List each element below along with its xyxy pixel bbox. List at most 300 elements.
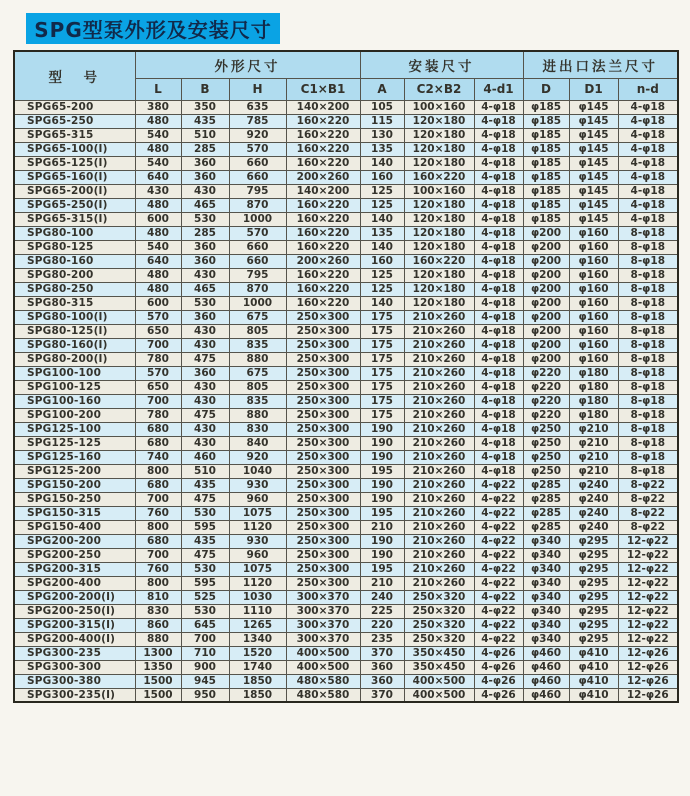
value-cell: 175 [360, 408, 404, 422]
value-cell: φ210 [569, 464, 618, 478]
value-cell: 8-φ18 [618, 436, 678, 450]
value-cell: 475 [181, 492, 229, 506]
model-cell: SPG300-380 [14, 674, 135, 688]
value-cell: 700 [135, 548, 181, 562]
value-cell: 175 [360, 338, 404, 352]
value-cell: φ295 [569, 618, 618, 632]
value-cell: φ220 [523, 366, 569, 380]
value-cell: 1300 [135, 646, 181, 660]
value-cell: 4-φ26 [474, 674, 523, 688]
value-cell: φ240 [569, 506, 618, 520]
value-cell: 595 [181, 520, 229, 534]
value-cell: 210×260 [404, 408, 474, 422]
value-cell: φ250 [523, 450, 569, 464]
value-cell: φ200 [523, 268, 569, 282]
value-cell: φ145 [569, 100, 618, 114]
value-cell: 4-φ18 [474, 212, 523, 226]
value-cell: 4-φ18 [618, 212, 678, 226]
value-cell: 190 [360, 534, 404, 548]
value-cell: 480×580 [286, 688, 360, 702]
value-cell: φ220 [523, 394, 569, 408]
value-cell: 350 [181, 100, 229, 114]
value-cell: 1075 [229, 562, 286, 576]
table-row [14, 142, 678, 156]
value-cell: 360 [181, 240, 229, 254]
table-row [14, 618, 678, 632]
value-cell: 1850 [229, 688, 286, 702]
value-cell: 640 [135, 254, 181, 268]
value-cell: 1000 [229, 212, 286, 226]
value-cell: 700 [135, 394, 181, 408]
value-cell: 195 [360, 464, 404, 478]
value-cell: 810 [135, 590, 181, 604]
value-cell: 475 [181, 408, 229, 422]
table-row [14, 100, 678, 114]
value-cell: φ145 [569, 142, 618, 156]
value-cell: φ285 [523, 492, 569, 506]
table-row [14, 422, 678, 436]
value-cell: 360 [360, 660, 404, 674]
value-cell: 570 [229, 142, 286, 156]
value-cell: 175 [360, 380, 404, 394]
value-cell: φ185 [523, 100, 569, 114]
value-cell: φ410 [569, 660, 618, 674]
table-row [14, 128, 678, 142]
value-cell: 140 [360, 156, 404, 170]
value-cell: 350×450 [404, 660, 474, 674]
value-cell: 360 [181, 156, 229, 170]
value-cell: 8-φ18 [618, 324, 678, 338]
value-cell: 600 [135, 212, 181, 226]
value-cell: 1850 [229, 674, 286, 688]
value-cell: 12-φ26 [618, 660, 678, 674]
value-cell: 1500 [135, 688, 181, 702]
model-cell: SPG200-250 [14, 548, 135, 562]
value-cell: 370 [360, 688, 404, 702]
value-cell: 160×220 [286, 296, 360, 310]
value-cell: 510 [181, 128, 229, 142]
table-row [14, 436, 678, 450]
value-cell: 4-φ18 [474, 184, 523, 198]
model-cell: SPG125-160 [14, 450, 135, 464]
value-cell: 4-φ18 [474, 142, 523, 156]
value-cell: 4-φ18 [618, 170, 678, 184]
value-cell: 4-φ18 [474, 450, 523, 464]
model-cell: SPG80-200(I) [14, 352, 135, 366]
value-cell: φ340 [523, 548, 569, 562]
value-cell: 920 [229, 128, 286, 142]
value-cell: φ145 [569, 114, 618, 128]
value-cell: 1040 [229, 464, 286, 478]
value-cell: 805 [229, 324, 286, 338]
value-cell: 12-φ22 [618, 590, 678, 604]
value-cell: 250×320 [404, 604, 474, 618]
model-cell: SPG65-315(I) [14, 212, 135, 226]
value-cell: 400×500 [286, 660, 360, 674]
table-row [14, 674, 678, 688]
value-cell: 8-φ18 [618, 226, 678, 240]
value-cell: 250×300 [286, 464, 360, 478]
value-cell: φ210 [569, 450, 618, 464]
value-cell: 595 [181, 576, 229, 590]
value-cell: 525 [181, 590, 229, 604]
value-cell: φ145 [569, 212, 618, 226]
value-cell: 4-φ22 [474, 534, 523, 548]
value-cell: 4-φ18 [474, 240, 523, 254]
table-row [14, 450, 678, 464]
value-cell: 4-φ18 [474, 282, 523, 296]
model-cell: SPG150-250 [14, 492, 135, 506]
value-cell: φ285 [523, 478, 569, 492]
value-cell: 285 [181, 142, 229, 156]
value-cell: 125 [360, 268, 404, 282]
value-cell: 8-φ18 [618, 282, 678, 296]
value-cell: 805 [229, 380, 286, 394]
value-cell: 300×370 [286, 590, 360, 604]
model-cell: SPG65-200(I) [14, 184, 135, 198]
model-cell: SPG100-125 [14, 380, 135, 394]
value-cell: 250×300 [286, 324, 360, 338]
value-cell: 430 [135, 184, 181, 198]
table-row [14, 170, 678, 184]
value-cell: 240 [360, 590, 404, 604]
value-cell: 760 [135, 562, 181, 576]
value-cell: φ185 [523, 114, 569, 128]
value-cell: 435 [181, 534, 229, 548]
value-cell: 430 [181, 394, 229, 408]
value-cell: φ160 [569, 352, 618, 366]
value-cell: 8-φ18 [618, 394, 678, 408]
value-cell: φ220 [523, 380, 569, 394]
value-cell: 1110 [229, 604, 286, 618]
value-cell: 120×180 [404, 156, 474, 170]
model-cell: SPG65-315 [14, 128, 135, 142]
value-cell: 100×160 [404, 100, 474, 114]
value-cell: 4-φ18 [618, 156, 678, 170]
value-cell: 430 [181, 380, 229, 394]
value-cell: 175 [360, 352, 404, 366]
value-cell: 830 [229, 422, 286, 436]
column-header-C1xB1: C1×B1 [286, 78, 360, 100]
value-cell: 4-φ18 [474, 394, 523, 408]
value-cell: 190 [360, 436, 404, 450]
model-cell: SPG150-200 [14, 478, 135, 492]
value-cell: 660 [229, 254, 286, 268]
table-row [14, 338, 678, 352]
value-cell: 835 [229, 338, 286, 352]
value-cell: 370 [360, 646, 404, 660]
value-cell: φ340 [523, 562, 569, 576]
table-row [14, 576, 678, 590]
value-cell: 300×370 [286, 632, 360, 646]
value-cell: φ295 [569, 548, 618, 562]
value-cell: 660 [229, 170, 286, 184]
value-cell: 4-φ18 [474, 156, 523, 170]
value-cell: φ250 [523, 422, 569, 436]
value-cell: 195 [360, 562, 404, 576]
value-cell: 8-φ22 [618, 520, 678, 534]
model-cell: SPG80-100 [14, 226, 135, 240]
value-cell: 210×260 [404, 450, 474, 464]
value-cell: 945 [181, 674, 229, 688]
table-row [14, 590, 678, 604]
value-cell: 8-φ22 [618, 506, 678, 520]
value-cell: 4-φ22 [474, 492, 523, 506]
value-cell: 12-φ22 [618, 618, 678, 632]
value-cell: φ200 [523, 352, 569, 366]
column-header-C2xB2: C2×B2 [404, 78, 474, 100]
value-cell: 210×260 [404, 478, 474, 492]
value-cell: 660 [229, 240, 286, 254]
model-cell: SPG200-315(I) [14, 618, 135, 632]
value-cell: φ160 [569, 338, 618, 352]
value-cell: φ210 [569, 436, 618, 450]
value-cell: 4-φ22 [474, 506, 523, 520]
value-cell: 530 [181, 604, 229, 618]
value-cell: 105 [360, 100, 404, 114]
value-cell: 870 [229, 282, 286, 296]
value-cell: 8-φ18 [618, 240, 678, 254]
value-cell: 235 [360, 632, 404, 646]
value-cell: 250×300 [286, 520, 360, 534]
value-cell: 740 [135, 450, 181, 464]
value-cell: 8-φ18 [618, 310, 678, 324]
value-cell: 210×260 [404, 324, 474, 338]
table-row [14, 548, 678, 562]
value-cell: 210×260 [404, 394, 474, 408]
value-cell: 120×180 [404, 128, 474, 142]
value-cell: 210×260 [404, 520, 474, 534]
value-cell: 4-φ22 [474, 618, 523, 632]
value-cell: 4-φ18 [474, 170, 523, 184]
value-cell: φ160 [569, 226, 618, 240]
value-cell: 160×220 [286, 226, 360, 240]
value-cell: 530 [181, 562, 229, 576]
value-cell: φ185 [523, 184, 569, 198]
value-cell: φ160 [569, 296, 618, 310]
value-cell: 645 [181, 618, 229, 632]
value-cell: 12-φ22 [618, 562, 678, 576]
value-cell: 250×320 [404, 590, 474, 604]
value-cell: 4-φ18 [474, 338, 523, 352]
value-cell: 480 [135, 142, 181, 156]
value-cell: 8-φ18 [618, 408, 678, 422]
value-cell: 210×260 [404, 338, 474, 352]
value-cell: φ180 [569, 394, 618, 408]
value-cell: φ145 [569, 156, 618, 170]
value-cell: 135 [360, 142, 404, 156]
value-cell: 4-φ22 [474, 562, 523, 576]
value-cell: 360 [181, 366, 229, 380]
value-cell: 675 [229, 310, 286, 324]
value-cell: 8-φ18 [618, 450, 678, 464]
value-cell: 250×300 [286, 422, 360, 436]
value-cell: 680 [135, 478, 181, 492]
value-cell: φ145 [569, 170, 618, 184]
value-cell: φ410 [569, 674, 618, 688]
model-cell: SPG125-100 [14, 422, 135, 436]
value-cell: 540 [135, 240, 181, 254]
value-cell: 920 [229, 450, 286, 464]
value-cell: 4-φ18 [618, 198, 678, 212]
value-cell: 795 [229, 184, 286, 198]
value-cell: 210 [360, 520, 404, 534]
value-cell: 4-φ22 [474, 520, 523, 534]
value-cell: 175 [360, 310, 404, 324]
value-cell: 160 [360, 254, 404, 268]
value-cell: 8-φ18 [618, 464, 678, 478]
value-cell: 4-φ26 [474, 660, 523, 674]
value-cell: 250×300 [286, 450, 360, 464]
value-cell: φ250 [523, 436, 569, 450]
value-cell: φ200 [523, 324, 569, 338]
value-cell: 250×300 [286, 506, 360, 520]
value-cell: 570 [135, 310, 181, 324]
value-cell: 250×320 [404, 632, 474, 646]
value-cell: 480 [135, 268, 181, 282]
model-cell: SPG80-100(I) [14, 310, 135, 324]
value-cell: 12-φ22 [618, 548, 678, 562]
value-cell: 12-φ26 [618, 674, 678, 688]
table-row [14, 226, 678, 240]
model-cell: SPG80-160(I) [14, 338, 135, 352]
header-group-row [14, 51, 678, 78]
value-cell: 4-φ18 [474, 128, 523, 142]
value-cell: 4-φ18 [474, 268, 523, 282]
value-cell: φ340 [523, 590, 569, 604]
value-cell: 160×220 [286, 198, 360, 212]
value-cell: 140 [360, 212, 404, 226]
value-cell: 540 [135, 128, 181, 142]
value-cell: φ410 [569, 688, 618, 702]
value-cell: φ295 [569, 534, 618, 548]
value-cell: 1350 [135, 660, 181, 674]
value-cell: 4-φ18 [618, 100, 678, 114]
model-cell: SPG150-400 [14, 520, 135, 534]
value-cell: 1340 [229, 632, 286, 646]
value-cell: 400×500 [404, 674, 474, 688]
value-cell: φ200 [523, 226, 569, 240]
value-cell: φ460 [523, 688, 569, 702]
value-cell: 880 [229, 352, 286, 366]
model-cell: SPG65-100(I) [14, 142, 135, 156]
table-row [14, 198, 678, 212]
column-header-4-d1: 4-d1 [474, 78, 523, 100]
value-cell: 190 [360, 492, 404, 506]
value-cell: 210×260 [404, 310, 474, 324]
value-cell: 160×220 [286, 142, 360, 156]
model-cell: SPG200-400(I) [14, 632, 135, 646]
value-cell: φ200 [523, 282, 569, 296]
value-cell: φ295 [569, 576, 618, 590]
value-cell: 220 [360, 618, 404, 632]
value-cell: 250×300 [286, 548, 360, 562]
value-cell: 660 [229, 156, 286, 170]
value-cell: 830 [135, 604, 181, 618]
value-cell: 570 [135, 366, 181, 380]
value-cell: 4-φ18 [618, 184, 678, 198]
value-cell: 140 [360, 296, 404, 310]
model-cell: SPG80-125 [14, 240, 135, 254]
column-group-flange-dimensions: 进出口法兰尺寸 [523, 51, 678, 78]
value-cell: 160×220 [286, 268, 360, 282]
value-cell: 250×300 [286, 408, 360, 422]
value-cell: 300×370 [286, 604, 360, 618]
value-cell: 4-φ18 [474, 324, 523, 338]
value-cell: 4-φ18 [474, 366, 523, 380]
table-row [14, 380, 678, 394]
table-row [14, 324, 678, 338]
value-cell: φ180 [569, 366, 618, 380]
value-cell: 4-φ18 [474, 408, 523, 422]
value-cell: 4-φ22 [474, 548, 523, 562]
value-cell: 250×300 [286, 436, 360, 450]
table-row [14, 660, 678, 674]
table-row [14, 296, 678, 310]
value-cell: 120×180 [404, 212, 474, 226]
value-cell: 160×220 [286, 156, 360, 170]
value-cell: φ340 [523, 604, 569, 618]
value-cell: φ460 [523, 674, 569, 688]
value-cell: φ460 [523, 660, 569, 674]
value-cell: 950 [181, 688, 229, 702]
value-cell: 8-φ18 [618, 268, 678, 282]
value-cell: 120×180 [404, 226, 474, 240]
value-cell: 360 [181, 170, 229, 184]
table-row [14, 632, 678, 646]
value-cell: 930 [229, 534, 286, 548]
value-cell: φ285 [523, 520, 569, 534]
value-cell: 300×370 [286, 618, 360, 632]
value-cell: 530 [181, 506, 229, 520]
value-cell: 800 [135, 576, 181, 590]
table-row [14, 156, 678, 170]
value-cell: 250×300 [286, 380, 360, 394]
value-cell: 460 [181, 450, 229, 464]
value-cell: φ200 [523, 240, 569, 254]
table-row [14, 464, 678, 478]
value-cell: 475 [181, 352, 229, 366]
value-cell: φ410 [569, 646, 618, 660]
value-cell: 160×220 [286, 114, 360, 128]
value-cell: φ185 [523, 212, 569, 226]
model-cell: SPG125-125 [14, 436, 135, 450]
value-cell: 200×260 [286, 254, 360, 268]
table-row [14, 394, 678, 408]
value-cell: 175 [360, 366, 404, 380]
value-cell: 475 [181, 548, 229, 562]
value-cell: 540 [135, 156, 181, 170]
table-row [14, 506, 678, 520]
value-cell: 4-φ18 [474, 100, 523, 114]
value-cell: 210×260 [404, 534, 474, 548]
table-row [14, 562, 678, 576]
value-cell: 4-φ18 [474, 310, 523, 324]
table-row [14, 534, 678, 548]
value-cell: 430 [181, 422, 229, 436]
value-cell: 680 [135, 422, 181, 436]
value-cell: 1000 [229, 296, 286, 310]
table-row [14, 114, 678, 128]
value-cell: φ180 [569, 408, 618, 422]
value-cell: 190 [360, 450, 404, 464]
value-cell: φ145 [569, 198, 618, 212]
value-cell: φ185 [523, 198, 569, 212]
value-cell: 680 [135, 436, 181, 450]
value-cell: 635 [229, 100, 286, 114]
value-cell: 4-φ22 [474, 576, 523, 590]
value-cell: 160×220 [286, 282, 360, 296]
